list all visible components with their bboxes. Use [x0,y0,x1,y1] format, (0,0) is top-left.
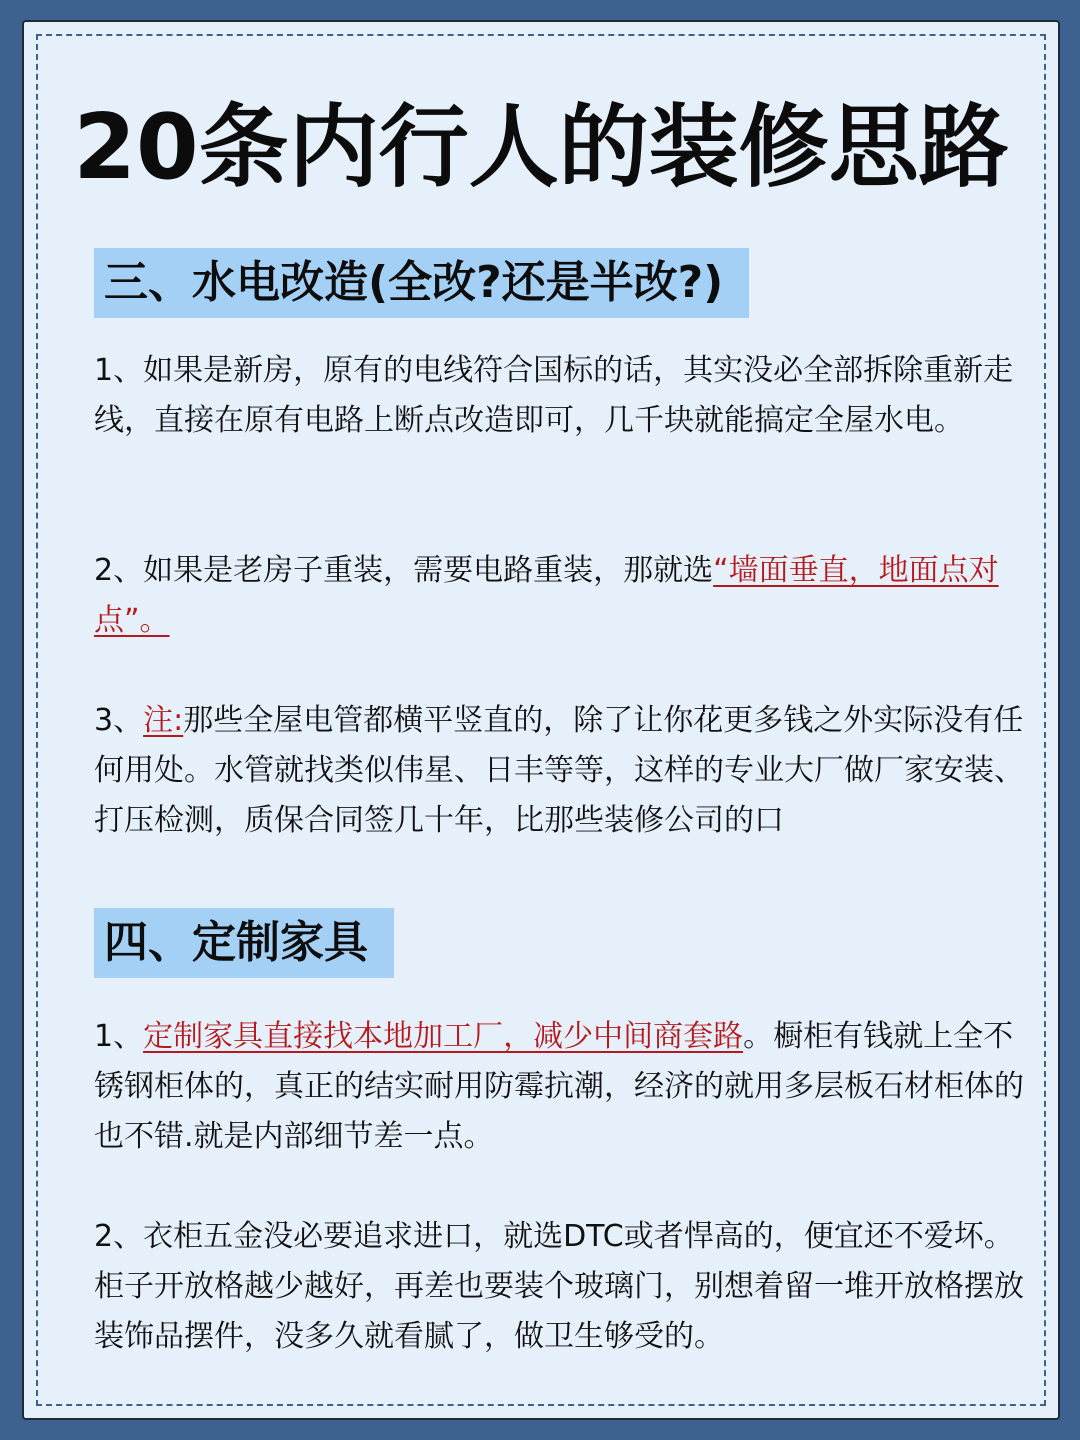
paragraph-text: 。橱柜有钱就上全不锈钢柜体的，真正的结实耐用防霉抗潮，经济的就用多层板石材柜体的也不错.就是内部细节差一点。 [94,1019,1024,1154]
paragraph-text: 那些全屋电管都横平竖直的，除了让你花更多钱之外实际没有任何用处。水管就找类似伟星、日丰等等，这样的专业大厂做厂家安装、打压检测，质保合同签几十年，比那些装修公司的口 [94,703,1024,838]
content-card [22,20,1060,1420]
paragraph-text: 1、 [94,1019,144,1054]
page-title: 20条内行人的装修思路 [73,95,1009,200]
paragraph-text: 2、如果是老房子重装，需要电路重装，那就选 [94,553,714,588]
highlight-text: “墙面垂直，地面点对点”。 [94,553,999,638]
paragraph-3-1 [94,346,1024,446]
highlight-text: 定制家具直接找本地加工厂，减少中间商套路 [143,1019,744,1054]
section-heading-custom-furniture: 四、定制家具 [94,908,394,978]
paragraph-text: 1、如果是新房，原有的电线符合国标的话，其实没必全部拆除重新走线，直接在原有电路上断点改造即可，几千块就能搞定全屋水电。 [94,353,1014,438]
paragraph-4-2 [94,1212,1024,1362]
paragraph-3-3 [94,696,1024,846]
paragraph-4-1 [94,1012,1024,1162]
paragraph-3-2 [94,546,1024,646]
paragraph-text: 3、 [94,703,144,738]
paragraph-text: 2、衣柜五金没必要追求进口，就选DTC或者悍高的，便宜还不爱坏。柜子开放格越少越好，再差也要装个玻璃门，别想着留一堆开放格摆放装饰品摆件，没多久就看腻了，做卫生够受的。 [94,1219,1024,1354]
note-highlight: 注: [143,703,184,738]
section-heading-plumbing-electric: 三、水电改造(全改?还是半改?) [94,248,749,318]
